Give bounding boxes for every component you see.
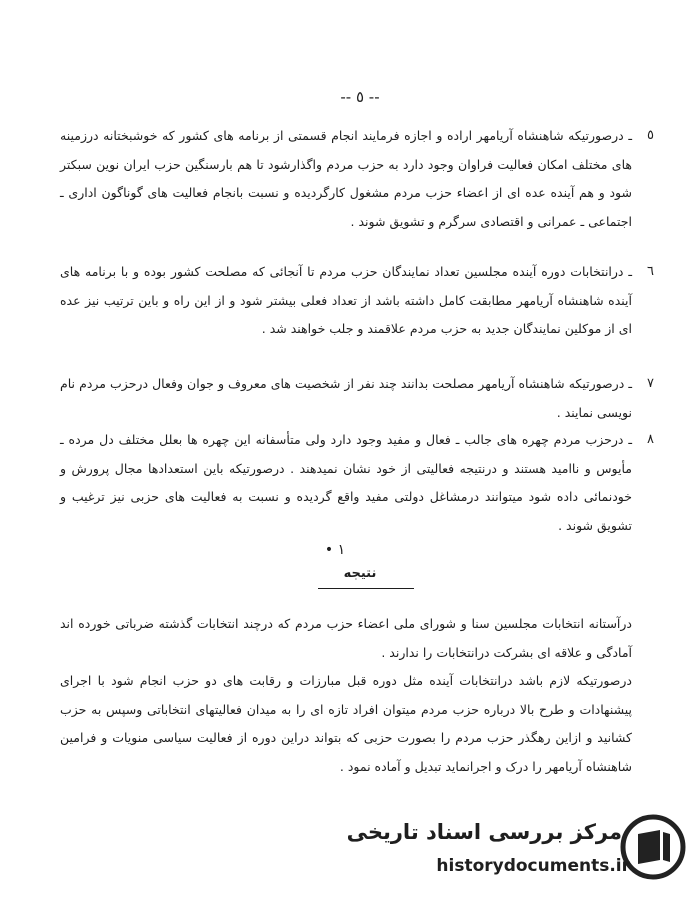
separator-mark: • ١ — [324, 542, 346, 558]
heading-underline — [318, 588, 414, 589]
item-number-5: ٥ — [647, 128, 654, 143]
page-number: -- ٥ -- — [340, 88, 380, 106]
conclusion-heading: نتیجه — [343, 566, 377, 581]
item-paragraph-6: ـ درانتخابات دوره آینده مجلسین تعداد نمایندگان حزب مردم تا آنجائی که مصلحت کشور بوده و با برنامه های آینده شاهنشاه آریامهر مطابقت کامل داشته باشد از تعداد فعلی بیشتر شود و از این راه و باین ترتیب نیز عده ای از موکلین نمایندگان جدید به حزب مردم علاقمند و جلب خواهند شد . — [60, 264, 632, 336]
conclusion-paragraph-2: درصورتیکه لازم باشد درانتخابات آینده مثل دوره قبل مبارزات و رقابت های دو حزب انجام شود با اجرای پیشنهادات و طرح بالا درباره حزب مردم میتوان افراد تازه ای را به میدان فعالیتهای انتخاباتی وسپس به حزب کشانید و ازاین رهگذر حزب مردم را بصورت حزبی که بتواند دراین دوره از فعالیت سیاسی منویات و فرامین شاهنشاه آریامهر را درک و اجرانماید تبدیل و آماده نمود . — [60, 673, 632, 774]
item-paragraph-7: ـ درصورتیکه شاهنشاه آریامهر مصلحت بدانند چند نفر از شخصیت های معروف و جوان وفعال درحزب مردم نام نویسی نمایند . — [60, 376, 632, 420]
item-number-8: ٨ — [647, 432, 654, 447]
conclusion-paragraph-1: درآستانه انتخابات مجلسین سنا و شورای ملی اعضاء حزب مردم که درچند انتخابات گذشته ضرباتی خورده اند آمادگی و علاقه ای بشرکت درانتخابات را ندارند . — [60, 616, 632, 660]
watermark — [346, 806, 700, 905]
watermark-url[interactable]: historydocuments.ir — [436, 856, 630, 876]
item-number-7: ٧ — [647, 376, 654, 391]
item-paragraph-8: ـ درحزب مردم چهره های جالب ـ فعال و مفید وجود دارد ولی متأسفانه این چهره ها بعلل مختلف دل مرده ـ مأیوس و ناامید هستند و درنتیجه فعالیتی از خود نشان نمیدهند . درصورتیکه باین استعدادها مجال پرورش و خودنمائی داده شود میتوانند درمشاغل دولتی مفید واقع گردیده و نسبت به فعالیت های حزبی نیز ترغیب و تشویق شوند . — [60, 432, 632, 533]
item-number-6: ٦ — [647, 264, 654, 279]
watermark-title: مرکز بررسی اسناد تاریخی — [346, 820, 622, 844]
item-paragraph-5: ـ درصورتیکه شاهنشاه آریامهر اراده و اجازه فرمایند انجام قسمتی از برنامه های کشور که خوشبختانه درزمینه های مختلف امکان فعالیت فراوان وجود دارد به حزب مردم واگذارشود تا هم بارسنگین حزب ایران نوین سبکتر شود و هم آینده عده ای از اعضاء حزب مردم مشغول کارگردیده و نسبت بانجام فعالیت های گوناگون اداری ـ اجتماعی ـ عمرانی و اقتصادی سرگرم و تشویق شوند . — [60, 128, 632, 229]
